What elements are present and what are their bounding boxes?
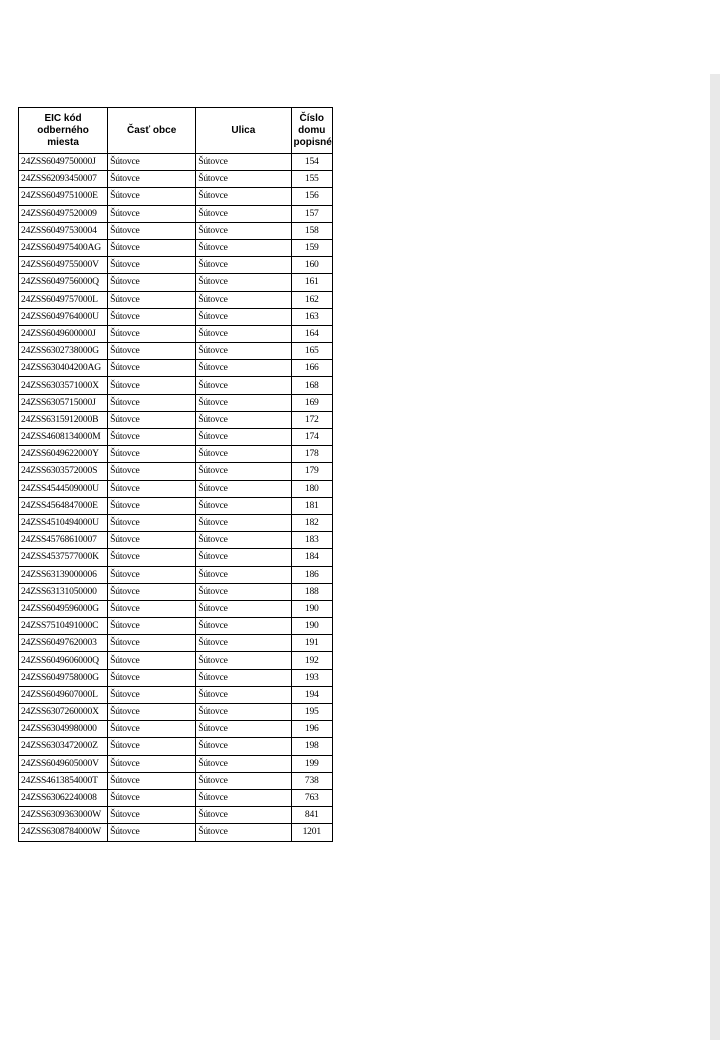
cell-eic: 24ZSS4544509000U <box>19 480 108 497</box>
table-row <box>19 497 333 514</box>
cell-ulica: Šútovce <box>196 171 291 188</box>
cell-eic: 24ZSS4564847000E <box>19 497 108 514</box>
cell-cast-obce: Šútovce <box>108 514 196 531</box>
cell-eic: 24ZSS6049606000Q <box>19 652 108 669</box>
cell-ulica: Šútovce <box>196 583 291 600</box>
cell-cast-obce: Šútovce <box>108 154 196 171</box>
cell-cislo-domu: 196 <box>291 721 332 738</box>
cell-cast-obce: Šútovce <box>108 325 196 342</box>
cell-ulica: Šútovce <box>196 772 291 789</box>
cell-ulica: Šútovce <box>196 411 291 428</box>
cell-ulica: Šútovce <box>196 532 291 549</box>
cell-cast-obce: Šútovce <box>108 669 196 686</box>
table-row <box>19 154 333 171</box>
cell-eic: 24ZSS6307260000X <box>19 704 108 721</box>
cell-eic: 24ZSS6303571000X <box>19 377 108 394</box>
cell-ulica: Šútovce <box>196 257 291 274</box>
table-row <box>19 308 333 325</box>
cell-cast-obce: Šútovce <box>108 429 196 446</box>
cell-ulica: Šútovce <box>196 343 291 360</box>
table-row <box>19 635 333 652</box>
cell-cast-obce: Šútovce <box>108 497 196 514</box>
cell-ulica: Šútovce <box>196 188 291 205</box>
cell-cislo-domu: 169 <box>291 394 332 411</box>
cell-cast-obce: Šútovce <box>108 463 196 480</box>
table-row <box>19 583 333 600</box>
cell-ulica: Šútovce <box>196 205 291 222</box>
cell-cast-obce: Šútovce <box>108 394 196 411</box>
cell-ulica: Šútovce <box>196 824 291 841</box>
cell-eic: 24ZSS6308784000W <box>19 824 108 841</box>
cell-eic: 24ZSS7510491000C <box>19 618 108 635</box>
cell-cast-obce: Šútovce <box>108 222 196 239</box>
cell-cast-obce: Šútovce <box>108 257 196 274</box>
cell-eic: 24ZSS6049756000Q <box>19 274 108 291</box>
cell-ulica: Šútovce <box>196 652 291 669</box>
table-row <box>19 704 333 721</box>
table-row <box>19 411 333 428</box>
cell-eic: 24ZSS62093450007 <box>19 171 108 188</box>
cell-cast-obce: Šútovce <box>108 291 196 308</box>
cell-ulica: Šútovce <box>196 669 291 686</box>
cell-cast-obce: Šútovce <box>108 239 196 256</box>
cell-cislo-domu: 155 <box>291 171 332 188</box>
cell-cislo-domu: 191 <box>291 635 332 652</box>
cell-eic: 24ZSS4510494000U <box>19 514 108 531</box>
cell-ulica: Šútovce <box>196 549 291 566</box>
cell-cislo-domu: 195 <box>291 704 332 721</box>
cell-ulica: Šútovce <box>196 239 291 256</box>
cell-cislo-domu: 162 <box>291 291 332 308</box>
cell-cast-obce: Šútovce <box>108 824 196 841</box>
table-row <box>19 669 333 686</box>
cell-cislo-domu: 198 <box>291 738 332 755</box>
cell-ulica: Šútovce <box>196 154 291 171</box>
table-row <box>19 549 333 566</box>
table-row <box>19 446 333 463</box>
cell-cislo-domu: 193 <box>291 669 332 686</box>
cell-cast-obce: Šútovce <box>108 188 196 205</box>
cell-cislo-domu: 166 <box>291 360 332 377</box>
cell-cislo-domu: 154 <box>291 154 332 171</box>
cell-eic: 24ZSS6049607000L <box>19 686 108 703</box>
cell-cast-obce: Šútovce <box>108 205 196 222</box>
cell-cislo-domu: 168 <box>291 377 332 394</box>
cell-cast-obce: Šútovce <box>108 789 196 806</box>
table-row <box>19 618 333 635</box>
table-row <box>19 360 333 377</box>
cell-eic: 24ZSS63131050000 <box>19 583 108 600</box>
table-row <box>19 772 333 789</box>
cell-cislo-domu: 159 <box>291 239 332 256</box>
cell-eic: 24ZSS63049980000 <box>19 721 108 738</box>
cell-cislo-domu: 841 <box>291 807 332 824</box>
cell-eic: 24ZSS45768610007 <box>19 532 108 549</box>
cell-eic: 24ZSS4613854000T <box>19 772 108 789</box>
table-row <box>19 222 333 239</box>
cell-cast-obce: Šútovce <box>108 755 196 772</box>
cell-cislo-domu: 160 <box>291 257 332 274</box>
cell-cislo-domu: 156 <box>291 188 332 205</box>
cell-cislo-domu: 165 <box>291 343 332 360</box>
cell-ulica: Šútovce <box>196 446 291 463</box>
cell-cast-obce: Šútovce <box>108 652 196 669</box>
cell-cislo-domu: 181 <box>291 497 332 514</box>
cell-eic: 24ZSS6309363000W <box>19 807 108 824</box>
cell-eic: 24ZSS6049755000V <box>19 257 108 274</box>
cell-cislo-domu: 180 <box>291 480 332 497</box>
cell-ulica: Šútovce <box>196 291 291 308</box>
cell-eic: 24ZSS6049758000G <box>19 669 108 686</box>
cell-cislo-domu: 763 <box>291 789 332 806</box>
cell-eic: 24ZSS6303572000S <box>19 463 108 480</box>
cell-ulica: Šútovce <box>196 514 291 531</box>
cell-cast-obce: Šútovce <box>108 377 196 394</box>
cell-cislo-domu: 183 <box>291 532 332 549</box>
table-row <box>19 686 333 703</box>
cell-cast-obce: Šútovce <box>108 738 196 755</box>
cell-cast-obce: Šútovce <box>108 686 196 703</box>
cell-ulica: Šútovce <box>196 566 291 583</box>
table-row <box>19 463 333 480</box>
cell-ulica: Šútovce <box>196 377 291 394</box>
cell-eic: 24ZSS63139000006 <box>19 566 108 583</box>
cell-eic: 24ZSS60497520009 <box>19 205 108 222</box>
cell-eic: 24ZSS6305715000J <box>19 394 108 411</box>
cell-eic: 24ZSS604975400AG <box>19 239 108 256</box>
cell-ulica: Šútovce <box>196 738 291 755</box>
cell-cislo-domu: 179 <box>291 463 332 480</box>
cell-cast-obce: Šútovce <box>108 360 196 377</box>
cell-ulica: Šútovce <box>196 325 291 342</box>
cell-eic: 24ZSS6049764000U <box>19 308 108 325</box>
cell-ulica: Šútovce <box>196 618 291 635</box>
table-row <box>19 171 333 188</box>
cell-cast-obce: Šútovce <box>108 600 196 617</box>
cell-cast-obce: Šútovce <box>108 583 196 600</box>
header-cast-obce: Časť obce <box>108 108 196 154</box>
cell-ulica: Šútovce <box>196 704 291 721</box>
cell-cislo-domu: 194 <box>291 686 332 703</box>
table-body <box>19 154 333 842</box>
cell-cislo-domu: 184 <box>291 549 332 566</box>
cell-ulica: Šútovce <box>196 394 291 411</box>
header-eic: EIC kód odberného miesta <box>19 108 108 154</box>
table-row <box>19 188 333 205</box>
table-row <box>19 807 333 824</box>
cell-eic: 24ZSS60497620003 <box>19 635 108 652</box>
table-row <box>19 291 333 308</box>
cell-eic: 24ZSS63062240008 <box>19 789 108 806</box>
cell-ulica: Šútovce <box>196 463 291 480</box>
table-row <box>19 600 333 617</box>
cell-eic: 24ZSS6049596000G <box>19 600 108 617</box>
cell-cislo-domu: 158 <box>291 222 332 239</box>
table-row <box>19 394 333 411</box>
cell-eic: 24ZSS6315912000B <box>19 411 108 428</box>
cell-cislo-domu: 192 <box>291 652 332 669</box>
cell-cislo-domu: 163 <box>291 308 332 325</box>
cell-cislo-domu: 186 <box>291 566 332 583</box>
cell-eic: 24ZSS6302738000G <box>19 343 108 360</box>
cell-cast-obce: Šútovce <box>108 446 196 463</box>
cell-eic: 24ZSS6303472000Z <box>19 738 108 755</box>
cell-ulica: Šútovce <box>196 635 291 652</box>
cell-eic: 24ZSS4608134000M <box>19 429 108 446</box>
cell-ulica: Šútovce <box>196 308 291 325</box>
table-row <box>19 480 333 497</box>
cell-ulica: Šútovce <box>196 222 291 239</box>
cell-cast-obce: Šútovce <box>108 566 196 583</box>
cell-ulica: Šútovce <box>196 789 291 806</box>
cell-cast-obce: Šútovce <box>108 274 196 291</box>
cell-ulica: Šútovce <box>196 686 291 703</box>
table-row <box>19 274 333 291</box>
cell-ulica: Šútovce <box>196 360 291 377</box>
cell-ulica: Šútovce <box>196 480 291 497</box>
cell-eic: 24ZSS60497530004 <box>19 222 108 239</box>
cell-cast-obce: Šútovce <box>108 704 196 721</box>
cell-cast-obce: Šútovce <box>108 807 196 824</box>
table-row <box>19 532 333 549</box>
cell-cast-obce: Šútovce <box>108 618 196 635</box>
cell-cast-obce: Šútovce <box>108 171 196 188</box>
cell-cislo-domu: 172 <box>291 411 332 428</box>
cell-cislo-domu: 199 <box>291 755 332 772</box>
table-row <box>19 789 333 806</box>
cell-eic: 24ZSS630404200AG <box>19 360 108 377</box>
cell-cislo-domu: 174 <box>291 429 332 446</box>
table-row <box>19 824 333 841</box>
cell-eic: 24ZSS4537577000K <box>19 549 108 566</box>
table-row <box>19 343 333 360</box>
table-row <box>19 257 333 274</box>
table-row <box>19 377 333 394</box>
cell-cislo-domu: 182 <box>291 514 332 531</box>
table-row <box>19 205 333 222</box>
cell-cast-obce: Šútovce <box>108 411 196 428</box>
cell-eic: 24ZSS6049600000J <box>19 325 108 342</box>
cell-cislo-domu: 178 <box>291 446 332 463</box>
cell-eic: 24ZSS6049751000E <box>19 188 108 205</box>
cell-cislo-domu: 164 <box>291 325 332 342</box>
header-ulica: Ulica <box>196 108 291 154</box>
table-row <box>19 566 333 583</box>
cell-eic: 24ZSS6049750000J <box>19 154 108 171</box>
cell-ulica: Šútovce <box>196 274 291 291</box>
table-row <box>19 755 333 772</box>
cell-cast-obce: Šútovce <box>108 343 196 360</box>
cell-eic: 24ZSS6049757000L <box>19 291 108 308</box>
cell-ulica: Šútovce <box>196 497 291 514</box>
cell-cast-obce: Šútovce <box>108 721 196 738</box>
eic-table <box>18 107 333 842</box>
cell-cislo-domu: 188 <box>291 583 332 600</box>
cell-ulica: Šútovce <box>196 721 291 738</box>
cell-cislo-domu: 190 <box>291 618 332 635</box>
table-header-row <box>19 108 333 154</box>
cell-ulica: Šútovce <box>196 755 291 772</box>
cell-ulica: Šútovce <box>196 429 291 446</box>
cell-cislo-domu: 1201 <box>291 824 332 841</box>
cell-ulica: Šútovce <box>196 600 291 617</box>
table-row <box>19 239 333 256</box>
cell-eic: 24ZSS6049605000V <box>19 755 108 772</box>
cell-cast-obce: Šútovce <box>108 480 196 497</box>
table-row <box>19 514 333 531</box>
cell-cast-obce: Šútovce <box>108 308 196 325</box>
cell-cislo-domu: 157 <box>291 205 332 222</box>
table-row <box>19 652 333 669</box>
cell-cast-obce: Šútovce <box>108 772 196 789</box>
table-row <box>19 429 333 446</box>
page-edge-shadow <box>710 74 720 1040</box>
cell-eic: 24ZSS6049622000Y <box>19 446 108 463</box>
cell-cast-obce: Šútovce <box>108 549 196 566</box>
cell-ulica: Šútovce <box>196 807 291 824</box>
cell-cast-obce: Šútovce <box>108 635 196 652</box>
header-cislo-domu: Číslo domu popisné <box>291 108 332 154</box>
cell-cast-obce: Šútovce <box>108 532 196 549</box>
cell-cislo-domu: 190 <box>291 600 332 617</box>
table-row <box>19 721 333 738</box>
table-row <box>19 738 333 755</box>
table-row <box>19 325 333 342</box>
cell-cislo-domu: 738 <box>291 772 332 789</box>
cell-cislo-domu: 161 <box>291 274 332 291</box>
